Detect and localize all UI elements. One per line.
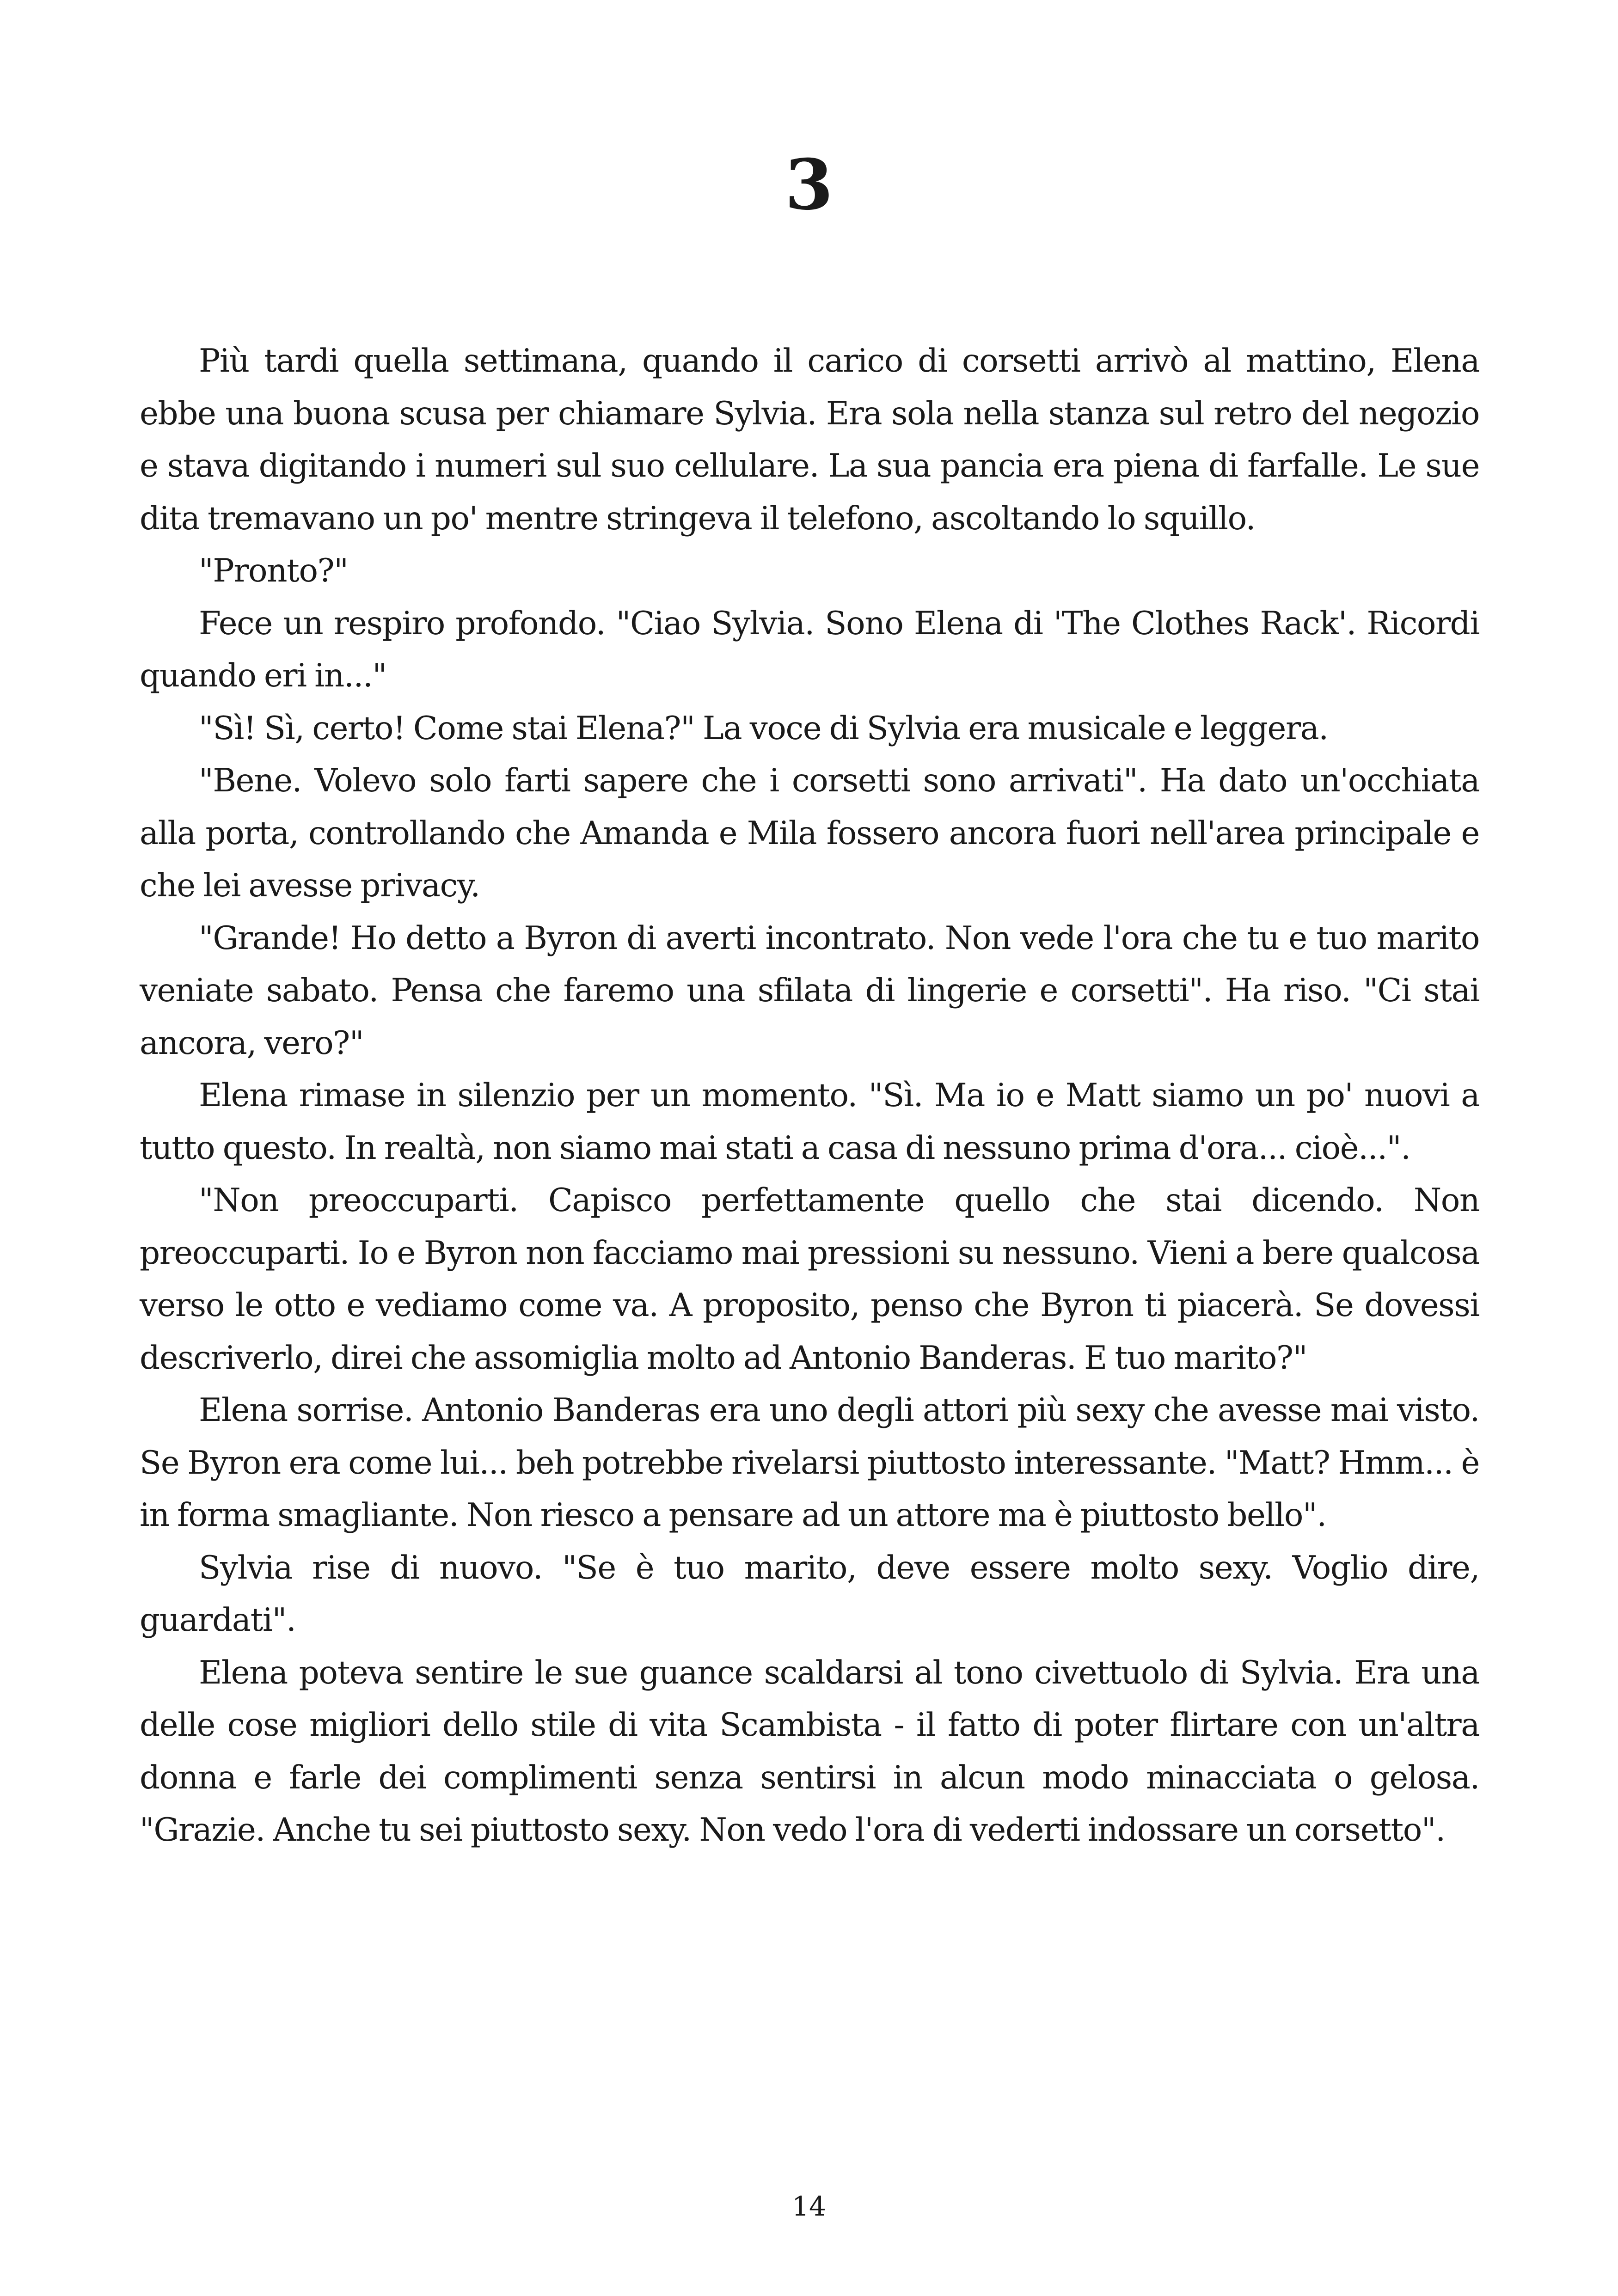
- paragraph: Più tardi quella settimana, quando il carico di corsetti arrivò al mattino, Elena ebbe una buona scusa per chiamare Sylvia. Era sola nella stanza sul retro del negozio e stava digitando i numeri sul suo cellulare. La sua pancia era piena di farfalle. Le sue dita tremavano un po' mentre stringeva il telefono, ascoltando lo squillo.: [140, 343, 1479, 537]
- paragraph: Elena rimase in silenzio per un momento. "Sì. Ma io e Matt siamo un po' nuovi a tutto questo. In realtà, non siamo mai stati a casa di nessuno prima d'ora... cioè...".: [140, 1077, 1479, 1167]
- chapter-body: [140, 335, 1479, 1857]
- paragraph: "Pronto?": [199, 552, 348, 589]
- paragraph: "Non preoccuparti. Capisco perfettamente quello che stai dicendo. Non preoccuparti. Io e Byron non facciamo mai pressioni su nessuno. Vieni a bere qualcosa verso le otto e vediamo come va. A proposito, penso che Byron ti piacerà. Se dovessi descriverlo, direi che assomiglia molto ad Antonio Banderas. E tuo marito?": [140, 1182, 1479, 1377]
- paragraph: "Bene. Volevo solo farti sapere che i corsetti sono arrivati". Ha dato un'occhiata alla porta, controllando che Amanda e Mila fossero ancora fuori nell'area principale e che lei avesse privacy.: [140, 762, 1479, 904]
- paragraph: Elena poteva sentire le sue guance scaldarsi al tono civettuolo di Sylvia. Era una delle cose migliori dello stile di vita Scambista - il fatto di poter flirtare con un'altra donna e farle dei complimenti senza sentirsi in alcun modo minacciata o gelosa. "Grazie. Anche tu sei piuttosto sexy. Non vedo l'ora di vederti indossare un corsetto".: [140, 1654, 1479, 1849]
- paragraph: Elena sorrise. Antonio Banderas era uno degli attori più sexy che avesse mai visto. Se Byron era come lui... beh potrebbe rivelarsi piuttosto interessante. "Matt? Hmm... è in forma smagliante. Non riesco a pensare ad un attore ma è piuttosto bello".: [140, 1392, 1479, 1534]
- paragraph: "Sì! Sì, certo! Come stai Elena?" La voce di Sylvia era musicale e leggera.: [199, 710, 1328, 747]
- paragraph: Sylvia rise di nuovo. "Se è tuo marito, deve essere molto sexy. Voglio dire, guardati".: [140, 1549, 1479, 1639]
- paragraph: Fece un respiro profondo. "Ciao Sylvia. Sono Elena di 'The Clothes Rack'. Ricordi quando eri in...": [140, 605, 1479, 694]
- chapter-number: 3: [784, 144, 834, 226]
- paragraph: "Grande! Ho detto a Byron di averti incontrato. Non vede l'ora che tu e tuo marito veniate sabato. Pensa che faremo una sfilata di lingerie e corsetti". Ha riso. "Ci stai ancora, vero?": [140, 919, 1479, 1062]
- page-number: 14: [792, 2191, 826, 2222]
